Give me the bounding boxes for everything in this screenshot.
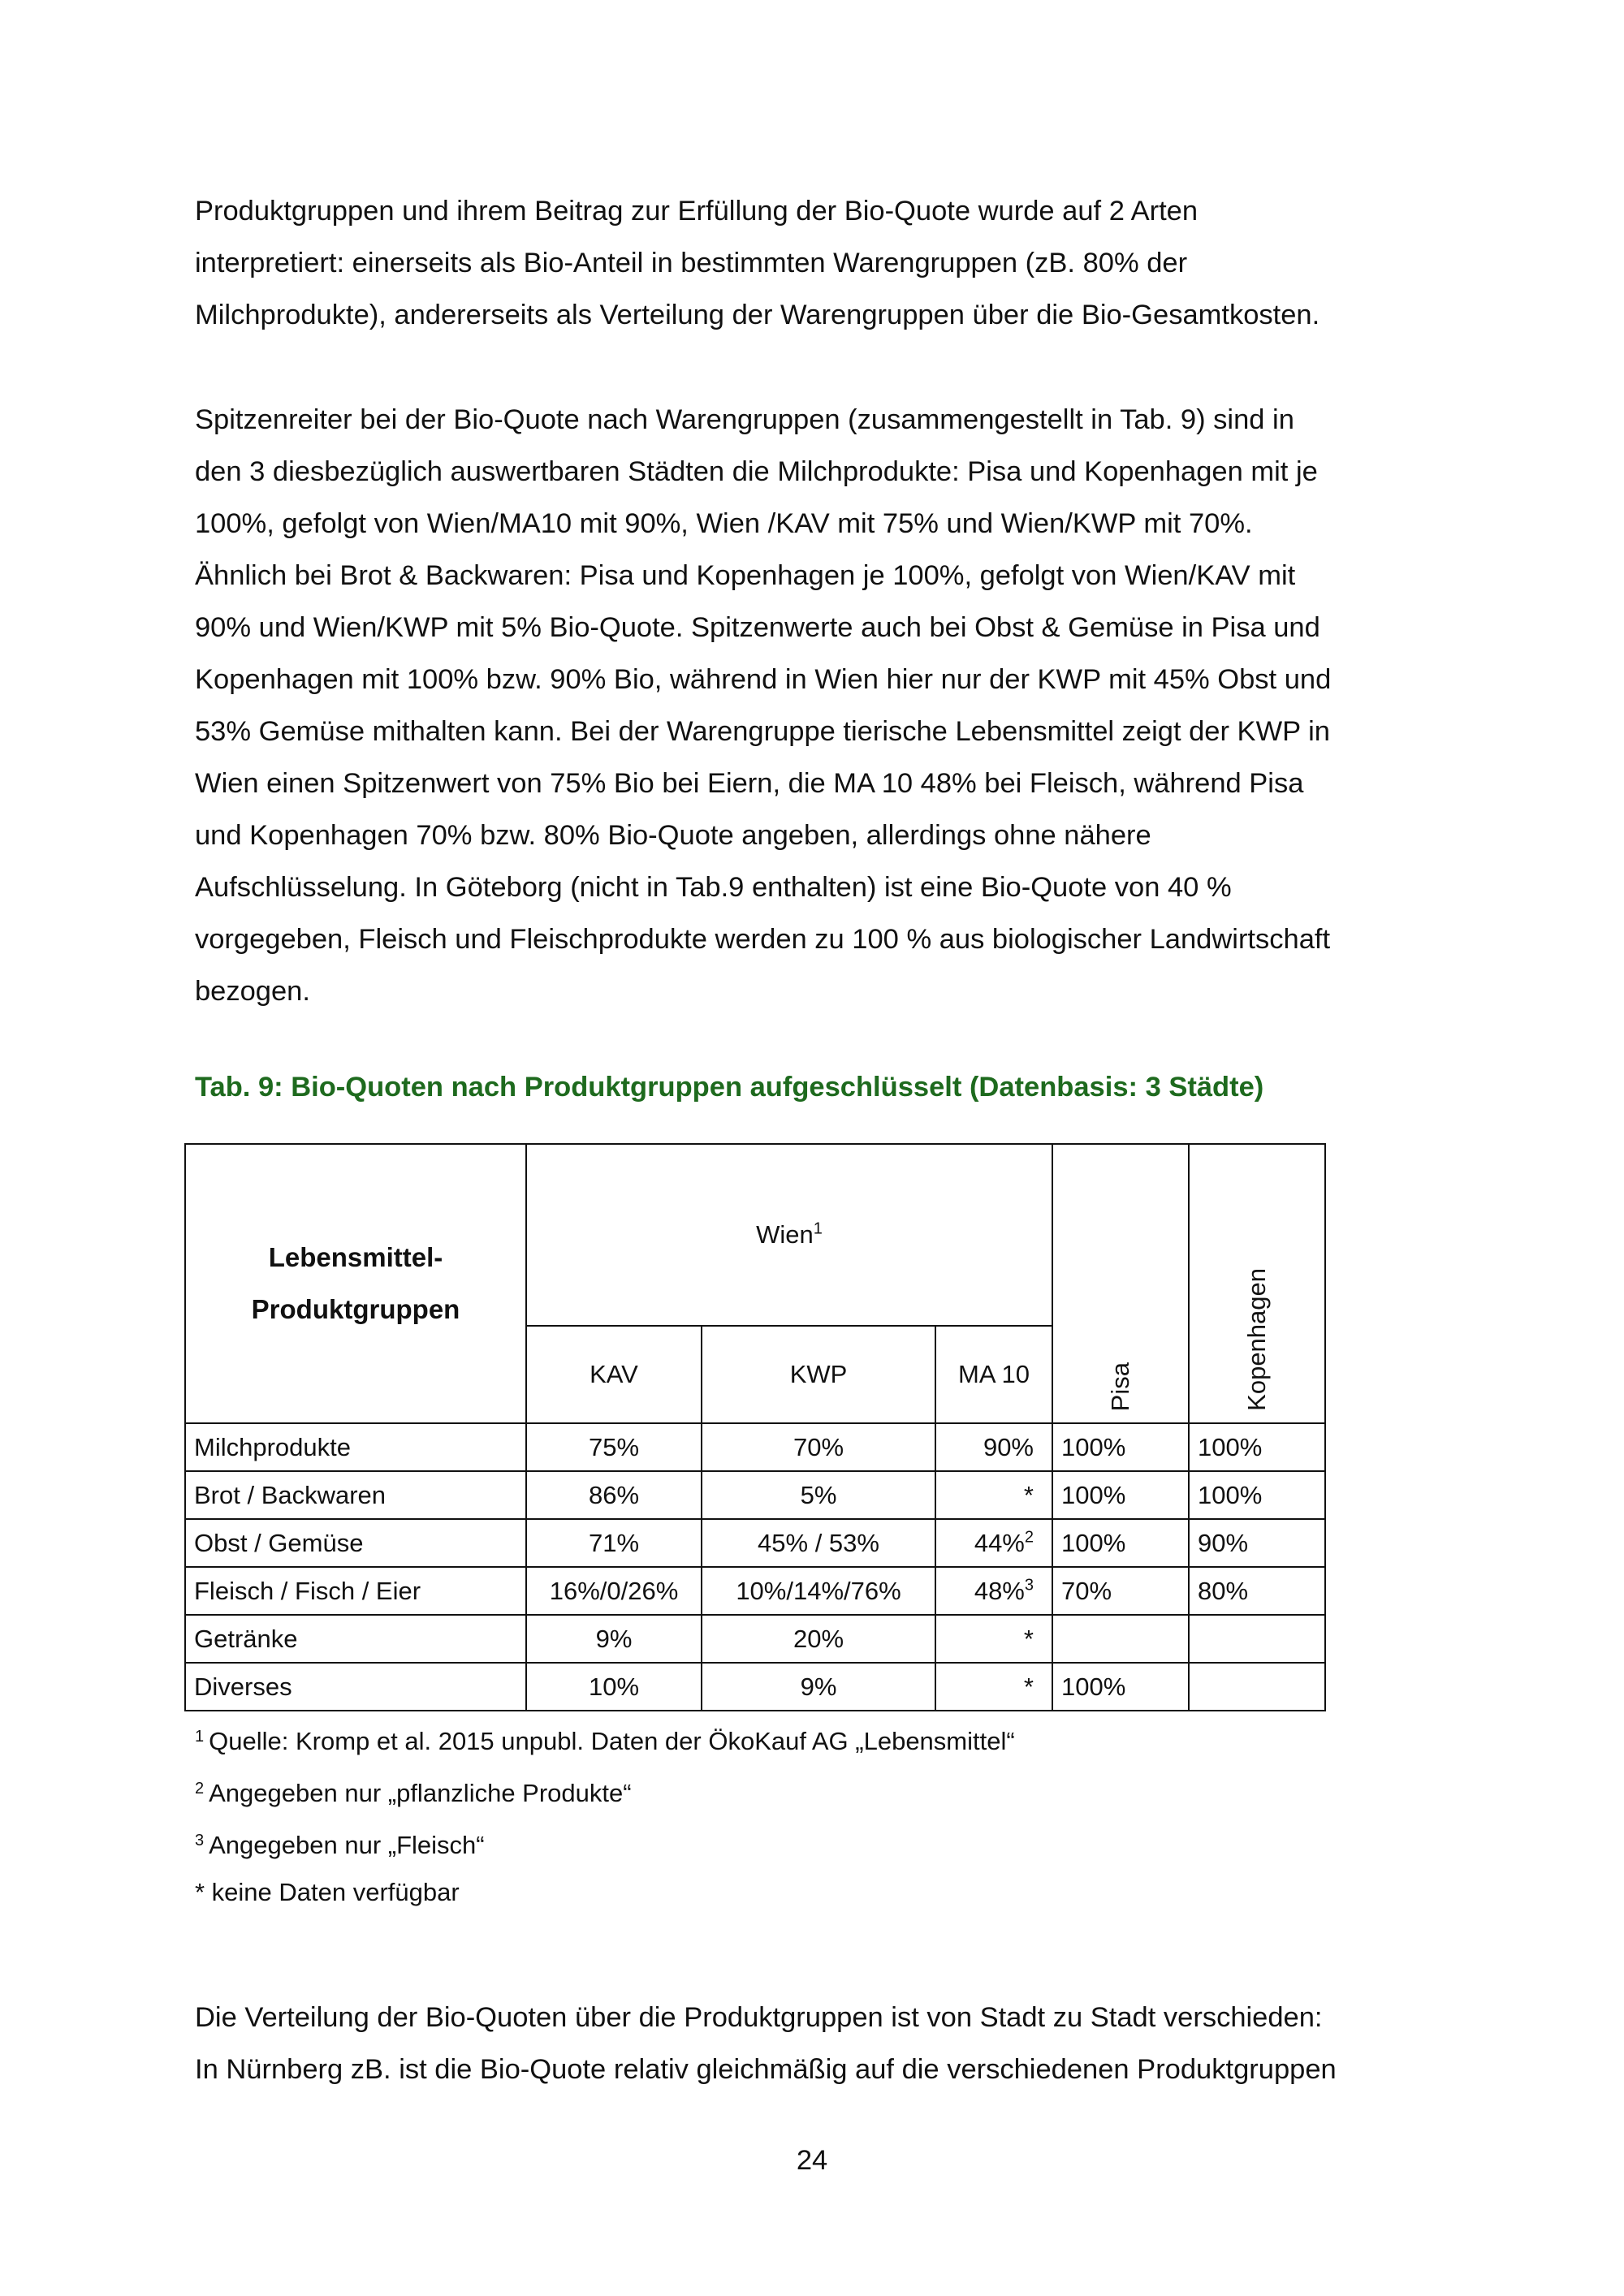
footnote-text: Quelle: Kromp et al. 2015 unpubl. Daten der ÖkoKauf AG „Lebensmittel“: [209, 1727, 1015, 1755]
cell-ma10-value: 44%: [974, 1528, 1025, 1557]
footnote: [195, 1869, 1015, 1916]
header-wien-footnote-mark: 1: [813, 1219, 823, 1238]
text-line: Kopenhagen mit 100% bzw. 90% Bio, während in Wien hier nur der KWP mit 45% Obst und: [195, 664, 1332, 695]
header-product-group: [185, 1144, 526, 1423]
cell-group: Milchprodukte: [185, 1423, 526, 1471]
cell-ma10-footnote-mark: 3: [1024, 1576, 1034, 1595]
cell-ma10-value: *: [1023, 1672, 1034, 1701]
text-line: In Nürnberg zB. ist die Bio-Quote relativ gleichmäßig auf die verschiedenen Produktgruppen: [195, 2054, 1337, 2085]
table-footnotes: [195, 1713, 1015, 1916]
table-row: [185, 1471, 1325, 1519]
table-row: [185, 1615, 1325, 1663]
cell-pisa: 70%: [1052, 1567, 1189, 1615]
paragraph-verteilung: [195, 1992, 1437, 2095]
cell-group: Obst / Gemüse: [185, 1519, 526, 1567]
cell-group: Getränke: [185, 1615, 526, 1663]
cell-ma10-value: *: [1023, 1480, 1034, 1509]
header-ma10: MA 10: [935, 1326, 1052, 1423]
cell-ma10: [935, 1663, 1052, 1711]
text-line: und Kopenhagen 70% bzw. 80% Bio-Quote angeben, allerdings ohne nähere: [195, 820, 1151, 851]
cell-kwp: 70%: [702, 1423, 935, 1471]
text-line: Milchprodukte), andererseits als Verteilung der Warengruppen über die Bio-Gesamtkosten.: [195, 300, 1320, 330]
paragraph-intro: [195, 185, 1437, 341]
text-line: vorgegeben, Fleisch und Fleischprodukte werden zu 100 % aus biologischer Landwirtschaft: [195, 924, 1331, 955]
cell-group: Fleisch / Fisch / Eier: [185, 1567, 526, 1615]
footnote: [195, 1817, 1015, 1869]
text-line: Aufschlüsselung. In Göteborg (nicht in Tab.9 enthalten) ist eine Bio-Quote von 40 %: [195, 872, 1232, 903]
text-line: Spitzenreiter bei der Bio-Quote nach Warengruppen (zusammengestellt in Tab. 9) sind in: [195, 404, 1294, 435]
cell-kopenhagen: 80%: [1189, 1567, 1325, 1615]
header-kopenhagen: [1189, 1144, 1325, 1423]
header-pisa-label: Pisa: [1106, 1362, 1134, 1411]
cell-pisa: 100%: [1052, 1663, 1189, 1711]
page-number: 24: [796, 2145, 828, 2176]
cell-ma10-value: *: [1023, 1624, 1034, 1653]
header-pisa: [1052, 1144, 1189, 1423]
cell-kav: 10%: [526, 1663, 702, 1711]
cell-kopenhagen: [1189, 1615, 1325, 1663]
cell-kav: 86%: [526, 1471, 702, 1519]
cell-kopenhagen: 100%: [1189, 1423, 1325, 1471]
cell-kwp: 45% / 53%: [702, 1519, 935, 1567]
cell-kav: 71%: [526, 1519, 702, 1567]
footnote-text: Angegeben nur „Fleisch“: [209, 1831, 485, 1859]
cell-pisa: [1052, 1615, 1189, 1663]
header-kwp: KWP: [702, 1326, 935, 1423]
cell-kwp: 20%: [702, 1615, 935, 1663]
cell-group: Diverses: [185, 1663, 526, 1711]
footnote-mark: 1: [195, 1728, 205, 1746]
cell-ma10-footnote-mark: 2: [1024, 1528, 1034, 1547]
table-row: [185, 1567, 1325, 1615]
cell-kav: 16%/0/26%: [526, 1567, 702, 1615]
cell-ma10-value: 90%: [983, 1432, 1034, 1461]
paragraph-spitzenreiter: [195, 394, 1437, 1017]
text-line: 53% Gemüse mithalten kann. Bei der Warengruppe tierische Lebensmittel zeigt der KWP in: [195, 716, 1330, 747]
table-row: [185, 1519, 1325, 1567]
footnote-mark: 3: [195, 1832, 205, 1849]
cell-pisa: 100%: [1052, 1471, 1189, 1519]
footnote-text: * keine Daten verfügbar: [195, 1878, 460, 1906]
cell-kwp: 9%: [702, 1663, 935, 1711]
text-line: Die Verteilung der Bio-Quoten über die Produktgruppen ist von Stadt zu Stadt verschieden:: [195, 2002, 1323, 2033]
footnote-text: Angegeben nur „pflanzliche Produkte“: [209, 1779, 632, 1807]
cell-ma10: [935, 1423, 1052, 1471]
header-kav: KAV: [526, 1326, 702, 1423]
bio-quote-table: [184, 1143, 1326, 1711]
table-row: [185, 1663, 1325, 1711]
text-line: 90% und Wien/KWP mit 5% Bio-Quote. Spitzenwerte auch bei Obst & Gemüse in Pisa und: [195, 612, 1320, 643]
cell-ma10: [935, 1615, 1052, 1663]
cell-ma10: [935, 1471, 1052, 1519]
text-line: interpretiert: einerseits als Bio-Anteil in bestimmten Warengruppen (zB. 80% der: [195, 248, 1188, 278]
text-line: 100%, gefolgt von Wien/MA10 mit 90%, Wien /KAV mit 75% und Wien/KWP mit 70%.: [195, 508, 1253, 539]
text-line: Wien einen Spitzenwert von 75% Bio bei Eiern, die MA 10 48% bei Fleisch, während Pisa: [195, 768, 1304, 799]
header-product-group-line1: Lebensmittel-: [268, 1242, 443, 1272]
cell-group: Brot / Backwaren: [185, 1471, 526, 1519]
cell-ma10-value: 48%: [974, 1576, 1025, 1605]
cell-ma10: [935, 1519, 1052, 1567]
header-product-group-line2: Produktgruppen: [251, 1294, 460, 1324]
cell-kav: 9%: [526, 1615, 702, 1663]
cell-kwp: 10%/14%/76%: [702, 1567, 935, 1615]
cell-kopenhagen: 90%: [1189, 1519, 1325, 1567]
cell-kopenhagen: 100%: [1189, 1471, 1325, 1519]
footnote: [195, 1765, 1015, 1817]
header-kopenhagen-label: Kopenhagen: [1242, 1268, 1271, 1411]
header-wien-label: Wien: [756, 1220, 814, 1249]
table-row: [185, 1423, 1325, 1471]
cell-pisa: 100%: [1052, 1423, 1189, 1471]
footnote: [195, 1713, 1015, 1765]
text-line: Ähnlich bei Brot & Backwaren: Pisa und Kopenhagen je 100%, gefolgt von Wien/KAV mit: [195, 560, 1296, 591]
cell-kopenhagen: [1189, 1663, 1325, 1711]
cell-pisa: 100%: [1052, 1519, 1189, 1567]
table-caption: Tab. 9: Bio-Quoten nach Produktgruppen aufgeschlüsselt (Datenbasis: 3 Städte): [195, 1072, 1264, 1103]
header-wien: [526, 1144, 1052, 1326]
text-line: Produktgruppen und ihrem Beitrag zur Erfüllung der Bio-Quote wurde auf 2 Arten: [195, 196, 1199, 227]
cell-ma10: [935, 1567, 1052, 1615]
text-line: bezogen.: [195, 976, 310, 1007]
cell-kwp: 5%: [702, 1471, 935, 1519]
cell-kav: 75%: [526, 1423, 702, 1471]
text-line: den 3 diesbezüglich auswertbaren Städten die Milchprodukte: Pisa und Kopenhagen mit je: [195, 456, 1318, 487]
footnote-mark: 2: [195, 1780, 205, 1798]
